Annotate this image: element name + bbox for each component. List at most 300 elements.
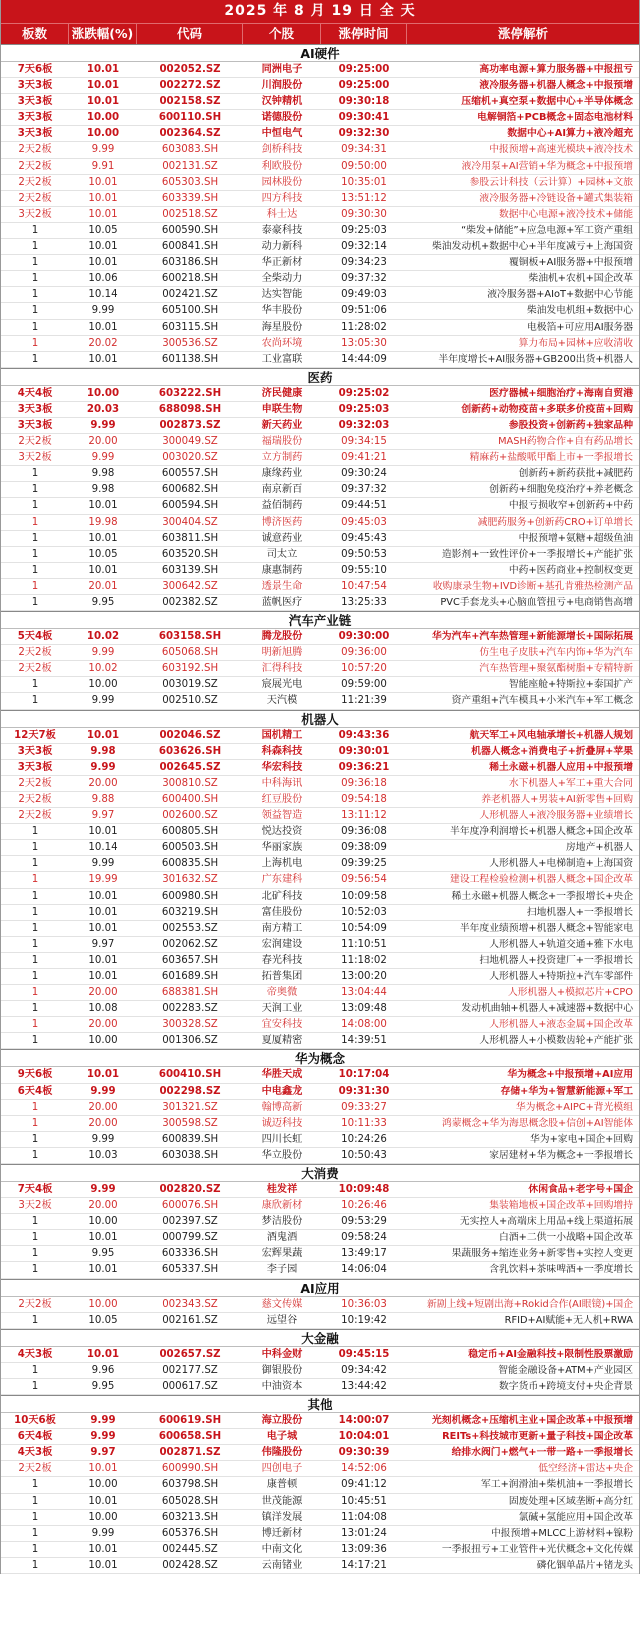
- limit-up-reason: 人形机器人+液冷服务器+业绩增长: [479, 810, 633, 822]
- stock-name: 云南锗业: [261, 1559, 303, 1571]
- limit-up-reason: 人形机器人+电梯制造+上海国资: [489, 858, 633, 870]
- limit-up-time: 09:30:01: [338, 745, 390, 757]
- stock-name: 国机精工: [261, 729, 303, 741]
- table-row[interactable]: [1, 466, 639, 482]
- table-row[interactable]: [1, 1347, 639, 1363]
- table-row[interactable]: [1, 402, 639, 418]
- table-row[interactable]: [1, 792, 639, 808]
- limit-up-time: 09:59:00: [341, 679, 387, 691]
- section-header: 汽车产业链: [1, 611, 639, 629]
- section-header: 大金融: [1, 1329, 639, 1347]
- table-row[interactable]: [1, 1297, 639, 1313]
- change-pct: 10.01: [88, 1495, 118, 1507]
- board-count: 6天4板: [17, 1431, 53, 1443]
- limit-up-time: 11:21:39: [341, 695, 387, 707]
- limit-up-reason: 扫地机器人+投资建厂+一季报增长: [479, 954, 633, 966]
- table-row[interactable]: [1, 579, 639, 595]
- limit-up-time: 14:00:07: [338, 1415, 390, 1427]
- table-row[interactable]: [1, 434, 639, 450]
- table-row[interactable]: [1, 1429, 639, 1445]
- change-pct: 10.01: [86, 1348, 120, 1360]
- limit-up-reason: 半年度业绩预增+机器人概念+智能家电: [459, 922, 633, 934]
- limit-up-time: 09:58:24: [341, 1232, 387, 1244]
- change-pct: 10.01: [86, 1069, 120, 1081]
- board-count: 1: [31, 1380, 39, 1392]
- board-count: 1: [31, 257, 39, 269]
- change-pct: 9.98: [91, 468, 115, 480]
- stock-name: 富佳股份: [261, 906, 303, 918]
- board-count: 1: [31, 241, 39, 253]
- board-count: 1: [31, 890, 39, 902]
- limit-up-time: 09:45:43: [341, 532, 387, 544]
- board-count: 1: [31, 1101, 39, 1113]
- limit-up-reason: 含乳饮料+茶味啤酒+一季度增长: [489, 1264, 633, 1276]
- table-row[interactable]: [1, 515, 639, 531]
- table-row[interactable]: [1, 563, 639, 579]
- board-count: 2天2板: [18, 1298, 52, 1310]
- limit-up-reason: 减肥药服务+创新药CRO+订单增长: [477, 516, 633, 528]
- table-row[interactable]: [1, 760, 639, 776]
- stock-name: 四川长虹: [261, 1133, 303, 1145]
- table-row[interactable]: [1, 677, 639, 693]
- change-pct: 9.91: [91, 160, 115, 172]
- limit-up-reason: 养老机器人+男装+AI新零售+回购: [481, 793, 633, 805]
- table-row[interactable]: [1, 953, 639, 969]
- stock-code: 002820.SZ: [159, 1184, 221, 1195]
- table-row[interactable]: [1, 808, 639, 824]
- table-row[interactable]: [1, 1182, 639, 1198]
- table-row[interactable]: [1, 1116, 639, 1132]
- change-pct: 9.99: [91, 647, 115, 659]
- board-count: 6天4板: [17, 1085, 53, 1097]
- stock-code: 001306.SZ: [162, 1035, 218, 1047]
- table-row[interactable]: [1, 191, 639, 207]
- stock-name: 科士达: [266, 208, 298, 220]
- limit-up-reason: 果蔬服务+缩连业务+新零售+实控人变更: [451, 1248, 633, 1260]
- limit-up-time: 14:44:09: [341, 353, 387, 365]
- stock-name: 天润工业: [261, 1003, 303, 1015]
- board-count: 1: [31, 987, 39, 999]
- table-row[interactable]: [1, 1001, 639, 1017]
- change-pct: 10.01: [88, 241, 118, 253]
- limit-up-time: 09:32:30: [338, 128, 390, 140]
- change-pct: 20.00: [88, 1200, 118, 1212]
- limit-up-time: 09:34:23: [341, 257, 387, 269]
- table-row[interactable]: [1, 969, 639, 985]
- stock-name: 领益智造: [261, 810, 303, 822]
- limit-up-time: 11:18:02: [341, 954, 387, 966]
- table-row[interactable]: [1, 629, 639, 645]
- limit-up-time: 09:30:00: [338, 631, 390, 643]
- table-row[interactable]: [1, 645, 639, 661]
- stock-code: 600218.SH: [161, 273, 219, 285]
- header-stock: 个股: [243, 24, 321, 44]
- table-row[interactable]: [1, 287, 639, 303]
- board-count: 1: [31, 826, 39, 838]
- stock-code: 600990.SH: [161, 1463, 219, 1475]
- header-reason: 涨停解析: [497, 26, 548, 41]
- table-row[interactable]: [1, 159, 639, 175]
- board-count: 1: [31, 321, 39, 333]
- change-pct: 10.02: [86, 631, 120, 643]
- stock-name: 宏润建设: [261, 938, 303, 950]
- stock-name: 夏厦精密: [261, 1035, 303, 1047]
- limit-up-time: 09:45:03: [341, 516, 387, 528]
- stock-code: 000799.SZ: [162, 1232, 218, 1244]
- change-pct: 9.95: [91, 1248, 115, 1260]
- table-row[interactable]: [1, 1313, 639, 1329]
- limit-up-reason: 创新药+细胞免疫治疗+养老概念: [489, 484, 633, 496]
- limit-up-time: 09:50:00: [341, 160, 387, 172]
- stock-code: 600619.SH: [158, 1415, 222, 1427]
- table-row[interactable]: [1, 1379, 639, 1395]
- limit-up-time: 09:51:06: [341, 305, 387, 317]
- stock-code: 600557.SH: [161, 468, 219, 480]
- stock-name: 伟隆股份: [261, 1447, 303, 1459]
- stock-code: 600400.SH: [161, 793, 219, 805]
- limit-up-time: 10:54:09: [341, 922, 387, 934]
- board-count: 4天3板: [17, 1348, 53, 1360]
- change-pct: 9.88: [91, 793, 115, 805]
- board-count: 3天2板: [18, 1200, 52, 1212]
- change-pct: 10.01: [88, 922, 118, 934]
- table-row[interactable]: [1, 142, 639, 158]
- stock-code: 300810.SZ: [162, 777, 218, 789]
- board-count: 12天7板: [14, 729, 56, 741]
- stock-code: 603798.SH: [161, 1479, 219, 1491]
- stock-code: 300049.SZ: [162, 436, 218, 448]
- stock-code: 300536.SZ: [162, 337, 218, 349]
- limit-up-time: 10:47:54: [341, 580, 387, 592]
- table-row[interactable]: [1, 1494, 639, 1510]
- table-row[interactable]: [1, 776, 639, 792]
- limit-up-reason: 智能金融设备+ATM+产业园区: [498, 1364, 633, 1376]
- table-row[interactable]: [1, 482, 639, 498]
- stock-code: 600658.SH: [158, 1431, 222, 1443]
- table-header: [1, 23, 639, 44]
- table-row[interactable]: [1, 126, 639, 142]
- table-row[interactable]: [1, 728, 639, 744]
- stock-name: 诚意药业: [261, 532, 303, 544]
- table-row[interactable]: [1, 905, 639, 921]
- stock-code: 600503.SH: [161, 842, 219, 854]
- limit-up-reason: 给排水阀门+燃气+一带一路+一季报增长: [451, 1447, 633, 1459]
- board-count: 1: [31, 564, 39, 576]
- change-pct: 9.98: [91, 484, 115, 496]
- stock-name: 四方科技: [261, 192, 303, 204]
- limit-up-time: 09:30:24: [341, 468, 387, 480]
- board-count: 5天4板: [17, 631, 53, 643]
- limit-up-time: 09:44:51: [341, 500, 387, 512]
- change-pct: 10.00: [88, 1479, 118, 1491]
- stock-code: 300598.SZ: [162, 1117, 218, 1129]
- table-row[interactable]: [1, 889, 639, 905]
- limit-up-reason: 液冷服务器+AIoT+数据中心节能: [487, 289, 633, 301]
- board-count: 1: [31, 1019, 39, 1031]
- board-count: 2天2板: [18, 663, 52, 675]
- table-row[interactable]: [1, 744, 639, 760]
- limit-up-time: 09:25:03: [338, 403, 390, 415]
- stock-code: 603339.SH: [161, 192, 219, 204]
- table-row[interactable]: [1, 840, 639, 856]
- limit-up-time: 13:04:44: [341, 987, 387, 999]
- limit-up-time: 09:49:03: [341, 289, 387, 301]
- limit-up-time: 14:39:51: [341, 1035, 387, 1047]
- limit-up-reason: 压缩机+真空泵+数据中心+半导体概念: [461, 96, 633, 108]
- stock-name: 上海机电: [261, 858, 303, 870]
- table-row[interactable]: [1, 1230, 639, 1246]
- table-row[interactable]: [1, 1100, 639, 1116]
- table-row[interactable]: [1, 207, 639, 223]
- table-row[interactable]: [1, 1542, 639, 1558]
- board-count: 1: [31, 273, 39, 285]
- table-row[interactable]: [1, 1033, 639, 1049]
- limit-up-time: 09:25:00: [338, 64, 390, 75]
- limit-up-reason: 华为+家电+国企+回购: [529, 1133, 633, 1145]
- table-row[interactable]: [1, 856, 639, 872]
- stock-code: 300328.SZ: [162, 1019, 218, 1031]
- board-count: 7天4板: [17, 1184, 53, 1195]
- change-pct: 9.99: [90, 761, 116, 773]
- table-row[interactable]: [1, 1067, 639, 1083]
- table-row[interactable]: [1, 547, 639, 563]
- change-pct: 9.99: [90, 1085, 116, 1097]
- limit-up-reason: 柴油发电机组+数据中心: [526, 305, 633, 317]
- stock-code: 002645.SZ: [159, 761, 221, 773]
- table-row[interactable]: [1, 303, 639, 319]
- limit-up-time: 09:36:00: [341, 647, 387, 659]
- change-pct: 9.96: [91, 1364, 115, 1376]
- limit-up-reason: 机器人概念+消费电子+折叠屏+苹果: [471, 745, 633, 757]
- change-pct: 9.95: [91, 597, 115, 608]
- table-row[interactable]: [1, 595, 639, 611]
- change-pct: 10.01: [88, 954, 118, 966]
- table-row[interactable]: [1, 78, 639, 94]
- limit-up-reason: 存储+华为+智慧新能源+军工: [500, 1085, 633, 1097]
- stock-code: 603158.SH: [158, 631, 222, 643]
- stock-code: 605337.SH: [161, 1264, 219, 1276]
- table-row[interactable]: [1, 1558, 639, 1574]
- limit-up-reason: 资产重组+汽车模具+小米汽车+军工概念: [451, 695, 633, 707]
- limit-up-time: 13:25:33: [341, 597, 387, 608]
- limit-up-reason: 华为汽车+汽车热管理+新能源增长+国际拓展: [432, 631, 633, 643]
- limit-up-time: 09:33:27: [341, 1101, 387, 1113]
- limit-up-reason: 电极箔+可应用AI服务器: [527, 321, 633, 333]
- limit-up-reason: 数据中心+AI算力+液冷超充: [507, 128, 633, 140]
- limit-up-reason: MASH药物合作+自有药品增长: [498, 436, 633, 448]
- table-row[interactable]: [1, 1413, 639, 1429]
- stock-name: 汇得科技: [261, 663, 303, 675]
- table-row[interactable]: [1, 418, 639, 434]
- stock-name: 远望谷: [266, 1314, 298, 1326]
- table-row[interactable]: [1, 352, 639, 368]
- limit-up-reason: 华为概念+AIPC+背光模组: [515, 1101, 633, 1113]
- change-pct: 9.99: [90, 1184, 116, 1195]
- table-row[interactable]: [1, 255, 639, 271]
- board-count: 1: [31, 695, 39, 707]
- section-header: AI应用: [1, 1279, 639, 1297]
- table-row[interactable]: [1, 271, 639, 287]
- stock-code: 600410.SH: [158, 1069, 222, 1081]
- stock-name: 华宏科技: [261, 761, 303, 773]
- limit-up-reason: 液冷服务器+机器人概念+中报预增: [479, 80, 633, 92]
- table-row[interactable]: [1, 1363, 639, 1379]
- table-row[interactable]: [1, 1132, 639, 1148]
- limit-up-reason: 半年度增长+AI服务器+GB200出货+机器人: [438, 353, 633, 365]
- change-pct: 10.01: [88, 176, 118, 188]
- table-row[interactable]: [1, 937, 639, 953]
- change-pct: 10.01: [86, 80, 120, 92]
- stock-code: 603520.SH: [161, 548, 219, 560]
- limit-up-reason: 仿生电子皮肤+汽车内饰+华为汽车: [479, 647, 633, 659]
- table-row[interactable]: [1, 1198, 639, 1214]
- table-row[interactable]: [1, 498, 639, 514]
- table-row[interactable]: [1, 1246, 639, 1262]
- table-row[interactable]: [1, 531, 639, 547]
- limit-up-reason: 白酒+二供一小战略+国企改革: [499, 1232, 633, 1244]
- table-row[interactable]: [1, 223, 639, 239]
- stock-code: 002298.SZ: [159, 1085, 221, 1097]
- table-row[interactable]: [1, 1214, 639, 1230]
- limit-up-reason: PVC手套龙头+心脑血管扭亏+电商销售高增: [440, 597, 633, 608]
- limit-up-reason: 精麻药+盐酸哌甲酯上市+一季报增长: [469, 452, 633, 464]
- table-row[interactable]: [1, 62, 639, 78]
- change-pct: 10.01: [88, 321, 118, 333]
- table-row[interactable]: [1, 1084, 639, 1100]
- stock-code: 600805.SH: [161, 826, 219, 838]
- limit-up-reason: 扫地机器人+一季报增长: [526, 906, 633, 918]
- board-count: 1: [31, 1248, 39, 1260]
- section-header: 医药: [1, 368, 639, 386]
- board-count: 1: [31, 1511, 39, 1523]
- board-count: 1: [31, 597, 39, 608]
- stock-name: 中南文化: [261, 1543, 303, 1555]
- limit-up-time: 09:45:15: [338, 1348, 390, 1360]
- table-row[interactable]: [1, 336, 639, 352]
- stock-code: 002062.SZ: [162, 938, 218, 950]
- change-pct: 10.00: [86, 387, 120, 399]
- stock-code: 600839.SH: [161, 1133, 219, 1145]
- change-pct: 9.99: [91, 858, 115, 870]
- stock-name: 电子城: [266, 1431, 298, 1443]
- table-row[interactable]: [1, 693, 639, 709]
- stock-name: 悦达投资: [261, 826, 303, 838]
- board-count: 1: [31, 1232, 39, 1244]
- limit-up-reason: 一季报扭亏+工业管件+光伏概念+文化传媒: [441, 1543, 633, 1555]
- table-row[interactable]: [1, 175, 639, 191]
- limit-up-time: 09:39:25: [341, 858, 387, 870]
- board-count: 1: [31, 484, 39, 496]
- stock-name: 御银股份: [261, 1364, 303, 1376]
- table-row[interactable]: [1, 1148, 639, 1164]
- table-row[interactable]: [1, 1510, 639, 1526]
- limit-up-reason: 参股云计科技（云计算）+园林+文旅: [469, 176, 633, 188]
- table-row[interactable]: [1, 1445, 639, 1461]
- table-row[interactable]: [1, 872, 639, 888]
- stock-name: 镇洋发展: [261, 1511, 303, 1523]
- section-header: 机器人: [1, 710, 639, 728]
- limit-up-reason: 创新药+新药获批+减肥药: [518, 468, 633, 480]
- change-pct: 10.01: [88, 192, 118, 204]
- change-pct: 10.00: [86, 112, 120, 124]
- table-row[interactable]: [1, 239, 639, 255]
- table-row[interactable]: [1, 1477, 639, 1493]
- table-row[interactable]: [1, 450, 639, 466]
- stock-code: 300642.SZ: [162, 580, 218, 592]
- change-pct: 10.14: [88, 842, 118, 854]
- board-count: 1: [31, 532, 39, 544]
- change-pct: 20.02: [88, 337, 118, 349]
- limit-up-time: 10:26:46: [341, 1200, 387, 1212]
- table-row[interactable]: [1, 94, 639, 110]
- stock-name: 川润股份: [261, 80, 303, 92]
- board-count: 2天2板: [18, 192, 52, 204]
- stock-code: 600682.SH: [161, 484, 219, 496]
- change-pct: 20.00: [88, 436, 118, 448]
- board-count: 3天3板: [17, 128, 53, 140]
- stock-code: 600835.SH: [161, 858, 219, 870]
- table-row[interactable]: [1, 824, 639, 840]
- table-row[interactable]: [1, 1461, 639, 1477]
- limit-up-time: 09:30:30: [341, 208, 387, 220]
- stock-name: 工业富联: [261, 353, 303, 365]
- change-pct: 20.01: [88, 580, 118, 592]
- stock-name: 园林股份: [261, 176, 303, 188]
- table-row[interactable]: [1, 320, 639, 336]
- table-row[interactable]: [1, 1526, 639, 1542]
- limit-up-reason: 稳定币+AI金融科技+限制性股票激励: [468, 1348, 633, 1360]
- board-count: 1: [31, 224, 39, 236]
- change-pct: 9.99: [91, 695, 115, 707]
- change-pct: 10.00: [88, 1511, 118, 1523]
- limit-up-time: 09:37:32: [341, 273, 387, 285]
- change-pct: 10.01: [88, 500, 118, 512]
- limit-up-reason: 高功率电源+算力服务器+中报扭亏: [479, 64, 633, 75]
- stock-name: 全柴动力: [261, 273, 303, 285]
- table-row[interactable]: [1, 661, 639, 677]
- stock-name: 世茂能源: [261, 1495, 303, 1507]
- limit-up-reason: 无实控人+高端床上用品+线上渠道拓展: [459, 1216, 633, 1228]
- limit-up-time: 10:45:51: [341, 1495, 387, 1507]
- table-row[interactable]: [1, 1262, 639, 1278]
- table-row[interactable]: [1, 985, 639, 1001]
- change-pct: 10.01: [88, 970, 118, 982]
- stock-name: 蓝帆医疗: [261, 597, 303, 608]
- board-count: 3天3板: [17, 80, 53, 92]
- change-pct: 9.99: [91, 305, 115, 317]
- limit-up-time: 13:51:12: [341, 192, 387, 204]
- limit-up-time: 09:30:18: [338, 96, 390, 108]
- table-body: [1, 44, 639, 1574]
- board-count: 3天3板: [17, 761, 53, 773]
- board-count: 2天2板: [18, 1463, 52, 1475]
- board-count: 1: [31, 679, 39, 691]
- header-change: 涨跌幅(%): [69, 24, 137, 44]
- table-row[interactable]: [1, 386, 639, 402]
- board-count: 1: [31, 1495, 39, 1507]
- limit-up-reason: 光刻机概念+压缩机主业+国企改革+中报预增: [432, 1415, 633, 1427]
- limit-up-time: 09:36:08: [341, 826, 387, 838]
- header-time: 涨停时间: [321, 24, 407, 44]
- table-row[interactable]: [1, 110, 639, 126]
- stock-code: 002131.SZ: [162, 160, 218, 172]
- stock-code: 002428.SZ: [162, 1559, 218, 1571]
- board-count: 1: [31, 1216, 39, 1228]
- limit-up-time: 13:09:36: [341, 1543, 387, 1555]
- table-row[interactable]: [1, 921, 639, 937]
- limit-up-time: 10:09:58: [341, 890, 387, 902]
- table-row[interactable]: [1, 1017, 639, 1033]
